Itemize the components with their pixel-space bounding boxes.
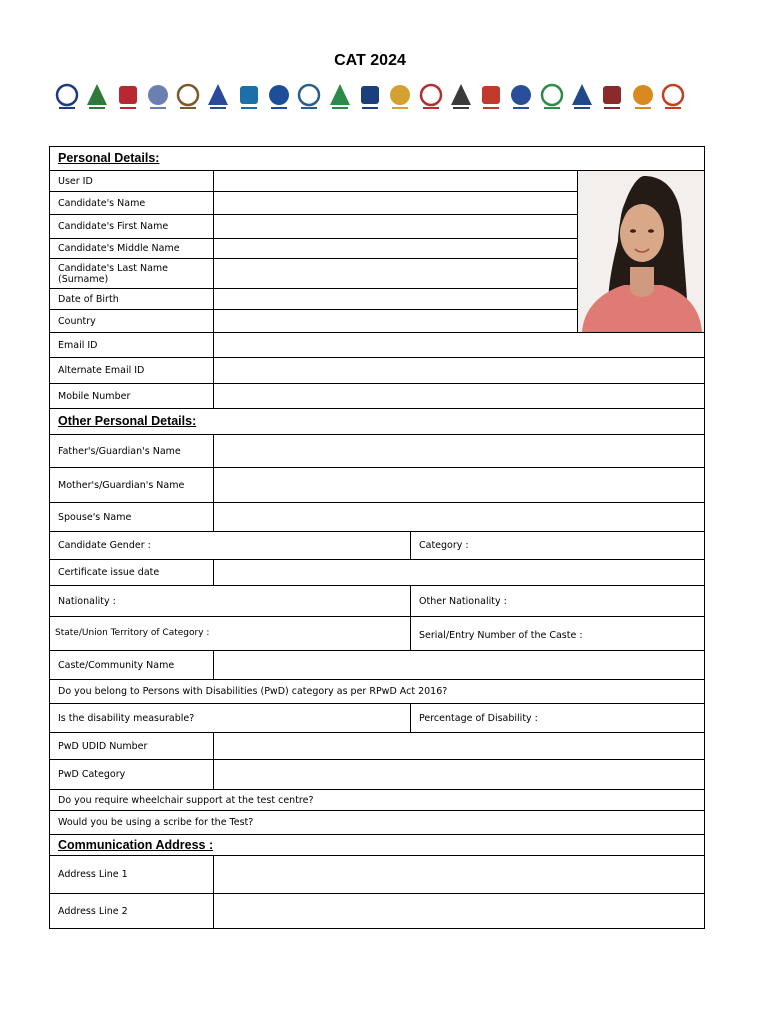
iim-calcutta-logo (176, 81, 200, 111)
field-label: PwD Category (50, 760, 214, 789)
state-category-field[interactable]: State/Union Territory of Category : (50, 617, 411, 650)
father-name-value[interactable] (214, 435, 704, 467)
form-row-mobile (50, 384, 704, 409)
iim-sambalpur-logo (509, 81, 533, 111)
gender-field[interactable]: Candidate Gender : (50, 532, 411, 559)
form-row-dob (50, 289, 577, 310)
form-row-wheelchair (50, 790, 704, 811)
iim-nagpur-logo (388, 81, 412, 111)
field-label: Mobile Number (50, 384, 214, 408)
field-label: Candidate's Last Name (Surname) (50, 259, 214, 288)
disability-percent-field[interactable]: Percentage of Disability : (419, 712, 538, 724)
scribe-question[interactable]: Would you be using a scribe for the Test? (58, 817, 254, 828)
form-row-spouse (50, 503, 704, 532)
page-title: CAT 2024 (334, 52, 406, 69)
iim-ahmedabad-logo (55, 81, 79, 111)
form-row-nationality (50, 586, 704, 617)
application-form (49, 146, 705, 929)
field-label: Alternate Email ID (50, 358, 214, 383)
pwd-question[interactable]: Do you belong to Persons with Disabilities (PwD) category as per RPwD Act 2016? (58, 686, 448, 697)
iim-raipur-logo (419, 81, 443, 111)
form-row-last-name (50, 259, 577, 289)
user-id-value[interactable] (214, 171, 577, 191)
form-row-gender-category (50, 532, 704, 560)
field-label: Candidate's Middle Name (50, 239, 214, 258)
form-row-user-id (50, 171, 577, 192)
iim-kozhikode-logo (297, 81, 321, 111)
field-label: User ID (50, 171, 214, 191)
personal-details-fields (50, 171, 578, 332)
nationality-field[interactable]: Nationality : (50, 586, 411, 616)
field-label: Certificate issue date (50, 560, 214, 585)
form-row-disability (50, 704, 704, 733)
udid-value[interactable] (214, 733, 704, 759)
field-label: Address Line 2 (50, 894, 214, 928)
iim-jammu-logo (237, 81, 261, 111)
country-value[interactable] (214, 310, 577, 332)
last-name-value[interactable] (214, 259, 577, 288)
other-nationality-field[interactable]: Other Nationality : (419, 595, 507, 607)
field-label: Spouse's Name (50, 503, 214, 531)
section-heading: Other Personal Details: (58, 414, 197, 428)
form-row-state-caste (50, 617, 704, 651)
form-row-cert-date (50, 560, 704, 586)
address-line-2-value[interactable] (214, 894, 704, 928)
field-label: Father's/Guardian's Name (50, 435, 214, 467)
iim-tiruchirappalli-logo (600, 81, 624, 111)
field-label: Country (50, 310, 214, 332)
institute-logo-strip (55, 78, 685, 114)
form-row-address-line-1 (50, 856, 704, 894)
field-label: Address Line 1 (50, 856, 214, 893)
iim-indore-logo (206, 81, 230, 111)
mother-name-value[interactable] (214, 468, 704, 502)
candidate-name-value[interactable] (214, 192, 577, 214)
form-row-udid (50, 733, 704, 760)
candidate-photo (578, 171, 704, 332)
section-heading: Personal Details: (58, 151, 160, 165)
cert-date-value[interactable] (214, 560, 704, 585)
pwd-category-value[interactable] (214, 760, 704, 789)
wheelchair-question[interactable]: Do you require wheelchair support at the test centre? (58, 794, 314, 806)
field-label: Email ID (50, 333, 214, 357)
iim-ranchi-logo (449, 81, 473, 111)
form-row-first-name (50, 215, 577, 239)
caste-serial-field[interactable]: Serial/Entry Number of the Caste : (419, 629, 583, 641)
form-row-middle-name (50, 239, 577, 259)
alt-email-value[interactable] (214, 358, 704, 383)
iim-sirmaur-logo (570, 81, 594, 111)
field-label: Mother's/Guardian's Name (50, 468, 214, 502)
field-label: Caste/Community Name (50, 651, 214, 679)
caste-name-value[interactable] (214, 651, 704, 679)
iim-rohtak-logo (479, 81, 503, 111)
section-other-personal-details (50, 409, 704, 435)
iim-visakhapatnam-logo (661, 81, 685, 111)
iim-bangalore-logo (116, 81, 140, 111)
iim-lucknow-logo (328, 81, 352, 111)
form-row-address-line-2 (50, 894, 704, 928)
iim-mumbai-logo (358, 81, 382, 111)
field-label: Candidate's First Name (50, 215, 214, 238)
dob-value[interactable] (214, 289, 577, 309)
section-communication-address (50, 835, 704, 856)
field-label: Candidate's Name (50, 192, 214, 214)
field-label: Date of Birth (50, 289, 214, 309)
form-row-pwd-category (50, 760, 704, 790)
form-row-candidate-name (50, 192, 577, 215)
category-field[interactable]: Category : (419, 540, 469, 551)
form-row-caste-name (50, 651, 704, 680)
form-row-country (50, 310, 577, 332)
form-row-alt-email (50, 358, 704, 384)
personal-details-block (50, 171, 704, 333)
form-row-pwd-question (50, 680, 704, 704)
iim-udaipur-logo (631, 81, 655, 111)
mobile-value[interactable] (214, 384, 704, 408)
iim-amritsar-logo (85, 81, 109, 111)
form-row-email (50, 333, 704, 358)
middle-name-value[interactable] (214, 239, 577, 258)
form-row-mother (50, 468, 704, 503)
iim-bodh-gaya-logo (146, 81, 170, 111)
iim-shillong-logo (540, 81, 564, 111)
form-row-father (50, 435, 704, 468)
disability-measurable-field[interactable]: Is the disability measurable? (50, 704, 411, 732)
iim-kashipur-logo (267, 81, 291, 111)
field-label: PwD UDID Number (50, 733, 214, 759)
form-row-scribe (50, 811, 704, 835)
section-personal-details (50, 147, 704, 171)
first-name-value[interactable] (214, 215, 577, 238)
email-value[interactable] (214, 333, 704, 357)
section-heading: Communication Address : (58, 837, 214, 852)
spouse-name-value[interactable] (214, 503, 704, 531)
address-line-1-value[interactable] (214, 856, 704, 893)
